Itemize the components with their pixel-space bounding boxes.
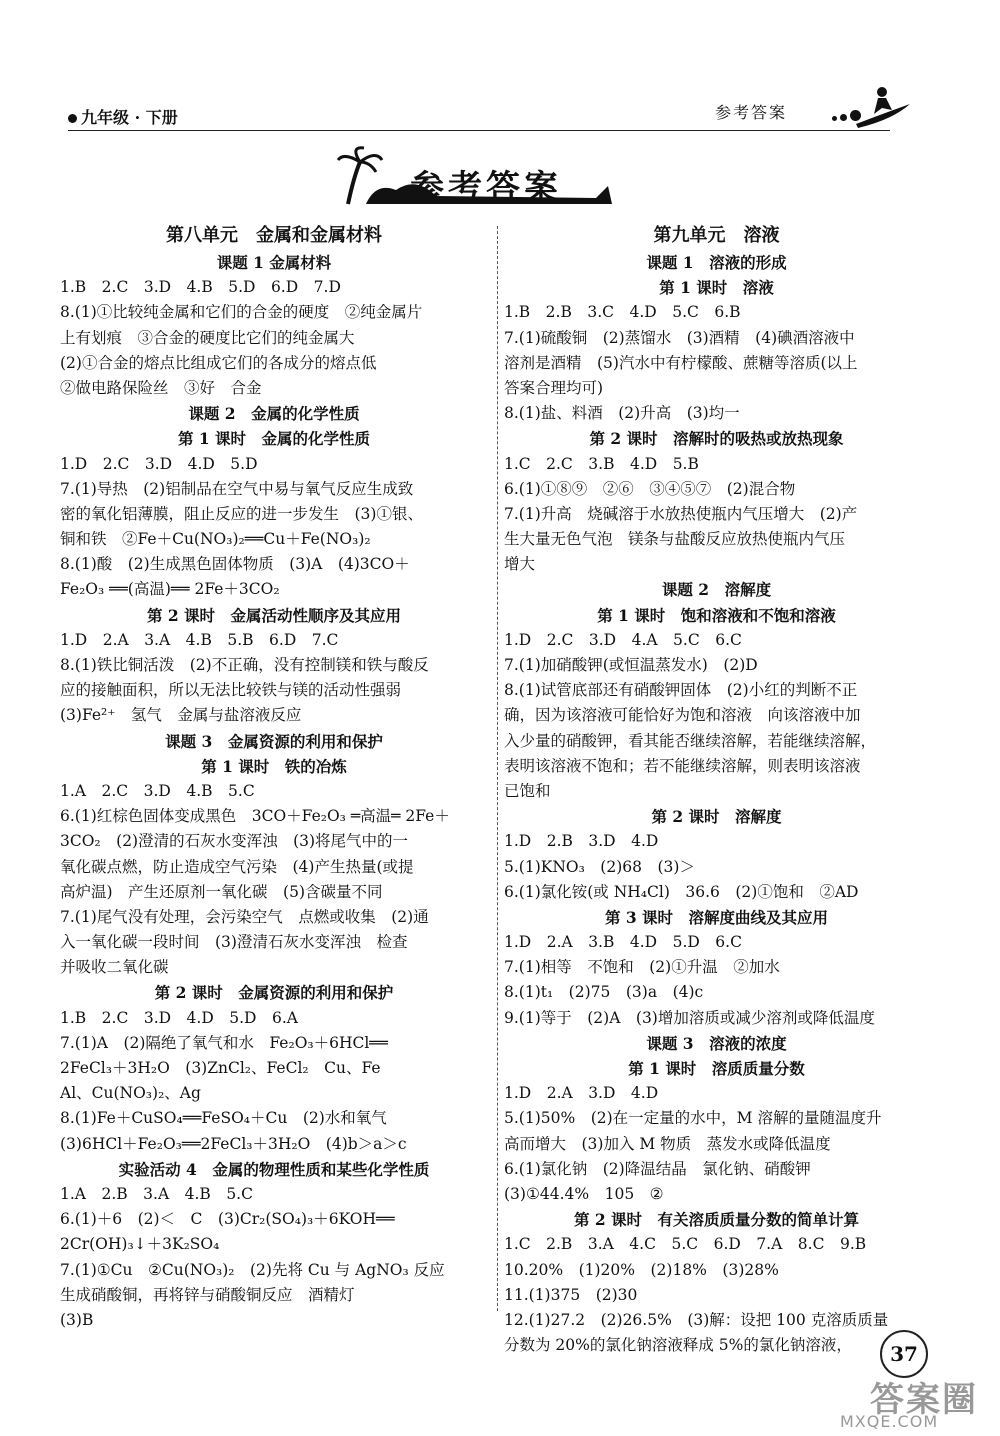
answer-line: 高炉温) 产生还原剂一氧化碳 (5)含碳量不同 bbox=[60, 882, 383, 901]
answer-line: 8.(1)盐、料酒 (2)升高 (3)均一 bbox=[504, 404, 740, 423]
answer-line: 1.B 2.C 3.D 4.B 5.D 6.D 7.D bbox=[60, 278, 341, 297]
watermark-url: MXQE.COM bbox=[840, 1412, 939, 1431]
surfer-icon bbox=[852, 84, 914, 130]
answer-line: 8.(1)酸 (2)生成黑色固体物质 (3)A (4)3CO＋ bbox=[60, 555, 410, 574]
answer-line: ②做电路保险丝 ③好 合金 bbox=[60, 378, 262, 397]
header-grade-label bbox=[68, 105, 178, 128]
banner-title: 参考答案 bbox=[410, 168, 562, 208]
answer-line: (3)Fe²⁺ 氢气 金属与盐溶液反应 bbox=[60, 706, 302, 725]
answer-line: 1.D 2.A 3.A 4.B 5.B 6.D 7.C bbox=[60, 630, 339, 649]
answer-line: 2FeCl₃＋3H₂O (3)ZnCl₂、FeCl₂ Cu、Fe bbox=[60, 1059, 381, 1077]
answer-line: 6.(1)氯化铵(或 NH₄Cl) 36.6 (2)①饱和 ②AD bbox=[504, 882, 859, 901]
section-heading: 第 2 课时 金属活动性顺序及其应用 bbox=[146, 605, 402, 625]
answer-line: 表明该溶液不饱和；若不能继续溶解，则表明该溶液 bbox=[504, 756, 861, 775]
answer-line: 1.D 2.A 3.D 4.D bbox=[504, 1084, 659, 1103]
page-number: 37 bbox=[880, 1330, 928, 1378]
answer-line: 1.C 2.C 3.B 4.D 5.B bbox=[504, 454, 699, 473]
answer-line: (3)6HCl＋Fe₂O₃══2FeCl₃＋3H₂O (4)b＞a＞c bbox=[60, 1134, 407, 1153]
section-heading: 第 2 课时 溶解度 bbox=[651, 807, 782, 827]
answer-line: 7.(1)加硝酸钾(或恒温蒸发水) (2)D bbox=[504, 656, 758, 674]
answer-line: 5.(1)KNO₃ (2)68 (3)＞ bbox=[504, 857, 695, 876]
answer-line: 溶剂是酒精 (5)汽水中有柠檬酸、蔗糖等溶质(以上 bbox=[504, 353, 858, 372]
answer-line: 5.(1)50% (2)在一定量的水中，M 溶解的量随温度升 bbox=[504, 1109, 882, 1128]
answer-line: 6.(1)①⑧⑨ ②⑥ ③④⑤⑦ (2)混合物 bbox=[504, 479, 796, 498]
answer-line: Al、Cu(NO₃)₂、Ag bbox=[60, 1084, 201, 1103]
answer-line: 答案合理均可) bbox=[504, 378, 604, 397]
section-heading: 第 1 课时 饱和溶液和不饱和溶液 bbox=[597, 605, 836, 625]
answer-line: 并吸收二氧化碳 bbox=[60, 958, 169, 977]
section-heading: 课题 3 溶液的浓度 bbox=[646, 1033, 787, 1053]
right-column bbox=[504, 222, 929, 1358]
answer-line: 7.(1)A (2)隔绝了氧气和水 Fe₂O₃＋6HCl══ bbox=[60, 1033, 388, 1052]
answer-line: 8.(1)铁比铜活泼 (2)不正确，没有控制镁和铁与酸反 bbox=[60, 656, 429, 674]
header-answer-label: 参考答案 bbox=[715, 103, 788, 122]
answer-line: 增大 bbox=[504, 555, 536, 574]
left-column bbox=[60, 222, 488, 1333]
section-heading: 第 1 课时 金属的化学性质 bbox=[177, 429, 371, 449]
watermark-logo: 答案圈 bbox=[870, 1380, 978, 1420]
answer-line: 1.D 2.C 3.D 4.D 5.D bbox=[60, 454, 258, 473]
answer-line: 1.B 2.C 3.D 4.D 5.D 6.A bbox=[60, 1008, 298, 1027]
answer-line: 2Cr(OH)₃↓＋3K₂SO₄ bbox=[60, 1235, 220, 1254]
answer-line: 上有划痕 ③合金的硬度比它们的纯金属大 bbox=[60, 328, 355, 347]
answer-line: 7.(1)尾气没有处理，会污染空气 点燃或收集 (2)通 bbox=[60, 907, 429, 926]
answer-line: 10.20% (1)20% (2)18% (3)28% bbox=[504, 1260, 779, 1279]
answer-line: 1.B 2.B 3.C 4.D 5.C 6.B bbox=[504, 303, 741, 322]
section-heading: 第 1 课时 溶液 bbox=[659, 278, 774, 298]
answer-line: 7.(1)硫酸铜 (2)蒸馏水 (3)酒精 (4)碘酒溶液中 bbox=[504, 328, 855, 347]
answer-line: (3)B bbox=[60, 1310, 94, 1329]
section-heading: 课题 2 金属的化学性质 bbox=[188, 404, 360, 424]
answer-line: 7.(1)①Cu ②Cu(NO₃)₂ (2)先将 Cu 与 AgNO₃ 反应 bbox=[60, 1260, 445, 1279]
answer-line: 生大量无色气泡 镁条与盐酸反应放热使瓶内气压 bbox=[504, 530, 846, 549]
section-heading: 第 1 课时 溶质质量分数 bbox=[628, 1059, 805, 1078]
answer-line: 氧化碳点燃，防止造成空气污染 (4)产生热量(或提 bbox=[60, 857, 414, 876]
bullet-dot-icon bbox=[68, 114, 77, 123]
section-heading: 第 2 课时 有关溶质质量分数的简单计算 bbox=[573, 1210, 860, 1230]
section-heading: 课题 1 溶液的形成 bbox=[646, 253, 787, 272]
answer-line: 8.(1)试管底部还有硝酸钾固体 (2)小红的判断不正 bbox=[504, 681, 858, 700]
answer-line: 1.D 2.A 3.B 4.D 5.D 6.C bbox=[504, 933, 742, 952]
header-grade-text: 九年级 · 下册 bbox=[81, 108, 178, 127]
answer-line: 入少量的硝酸钾，看其能否继续溶解，若能继续溶解， bbox=[504, 731, 877, 750]
answer-line: 1.D 2.C 3.D 4.A 5.C 6.C bbox=[504, 630, 742, 649]
answer-line: 6.(1)＋6 (2)＜ C (3)Cr₂(SO₄)₃＋6KOH══ bbox=[60, 1210, 395, 1229]
header-rule bbox=[68, 130, 890, 131]
section-heading: 课题 3 金属资源的利用和保护 bbox=[165, 731, 383, 751]
answer-line: 分数为 20%的氯化钠溶液释成 5%的氯化钠溶液， bbox=[504, 1336, 852, 1355]
answer-line: 1.A 2.C 3.D 4.B 5.C bbox=[60, 781, 255, 800]
section-heading: 第 1 课时 铁的冶炼 bbox=[201, 756, 347, 776]
answer-line: 8.(1)Fe＋CuSO₄══FeSO₄＋Cu (2)水和氧气 bbox=[60, 1109, 387, 1128]
answer-line: 9.(1)等于 (2)A (3)增加溶质或减少溶剂或降低温度 bbox=[504, 1008, 875, 1027]
answer-line: 12.(1)27.2 (2)26.5% (3)解：设把 100 克溶质质量 bbox=[504, 1310, 889, 1329]
answer-line: 生成硝酸铜，再将锌与硝酸铜反应 酒精灯 bbox=[60, 1285, 355, 1304]
answer-line: (3)①44.4% 105 ② bbox=[504, 1184, 664, 1203]
unit-heading: 第九单元 溶液 bbox=[653, 225, 780, 246]
answer-line: 入一氧化碳一段时间 (3)澄清石灰水变浑浊 检查 bbox=[60, 933, 408, 952]
answer-line: (2)①合金的熔点比组成它们的各成分的熔点低 bbox=[60, 353, 377, 372]
answer-line: 应的接触面积，所以无法比较铁与镁的活动性强弱 bbox=[60, 681, 402, 700]
answer-line: 7.(1)导热 (2)铝制品在空气中易与氧气反应生成致 bbox=[60, 479, 414, 498]
section-heading: 课题 2 溶解度 bbox=[661, 580, 772, 600]
section-heading: 第 3 课时 溶解度曲线及其应用 bbox=[604, 907, 829, 927]
answer-line: 铜和铁 ②Fe＋Cu(NO₃)₂══Cu＋Fe(NO₃)₂ bbox=[60, 530, 371, 549]
answer-line: 8.(1)t₁ (2)75 (3)a (4)c bbox=[504, 983, 704, 1002]
answer-line: Fe₂O₃ ══(高温)══ 2Fe＋3CO₂ bbox=[60, 580, 280, 599]
answer-line: 确，因为该溶液可能恰好为饱和溶液 向该溶液中加 bbox=[504, 706, 861, 725]
answer-line: 高而增大 (3)加入 M 物质 蒸发水或降低温度 bbox=[504, 1134, 831, 1153]
section-heading: 第 2 课时 溶解时的吸热或放热现象 bbox=[589, 429, 844, 449]
answer-line: 1.A 2.B 3.A 4.B 5.C bbox=[60, 1184, 253, 1203]
section-heading: 第 2 课时 金属资源的利用和保护 bbox=[154, 983, 394, 1003]
answer-line: 密的氧化铝薄膜，阻止反应的进一步发生 (3)①银、 bbox=[60, 504, 423, 523]
answer-line: 1.C 2.B 3.A 4.C 5.C 6.D 7.A 8.C 9.B bbox=[504, 1235, 867, 1254]
section-heading: 课题 1 金属材料 bbox=[216, 253, 332, 272]
answer-line: 7.(1)相等 不饱和 (2)①升温 ②加水 bbox=[504, 958, 780, 977]
unit-heading: 第八单元 金属和金属材料 bbox=[166, 225, 382, 246]
section-heading: 实验活动 4 金属的物理性质和某些化学性质 bbox=[118, 1159, 430, 1179]
answer-line: 7.(1)升高 烧碱溶于水放热使瓶内气压增大 (2)产 bbox=[504, 504, 858, 523]
answer-line: 6.(1)红棕色固体变成黑色 3CO＋Fe₂O₃ ═高温═ 2Fe＋ bbox=[60, 807, 450, 826]
answer-line: 11.(1)375 (2)30 bbox=[504, 1285, 638, 1304]
answer-line: 6.(1)氯化钠 (2)降温结晶 氯化钠、硝酸钾 bbox=[504, 1159, 811, 1178]
answer-line: 1.D 2.B 3.D 4.D bbox=[504, 832, 659, 851]
column-divider bbox=[497, 226, 498, 1311]
answer-line: 已饱和 bbox=[504, 781, 551, 800]
answer-line: 3CO₂ (2)澄清的石灰水变浑浊 (3)将尾气中的一 bbox=[60, 832, 409, 851]
answer-line: 8.(1)①比较纯金属和它们的合金的硬度 ②纯金属片 bbox=[60, 303, 423, 322]
